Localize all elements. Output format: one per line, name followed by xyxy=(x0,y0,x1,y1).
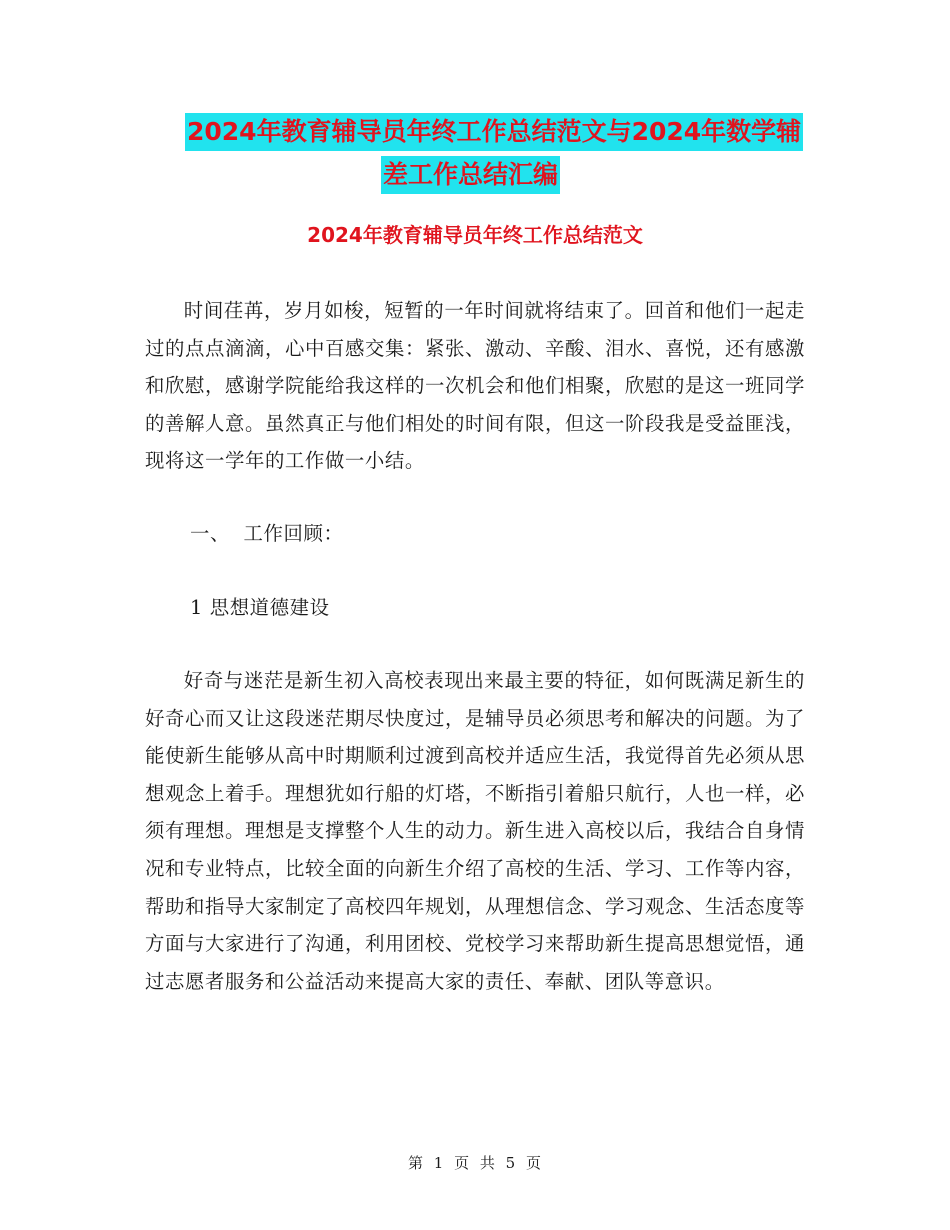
document-title-line-1: 2024年教育辅导员年终工作总结范文与2024年数学辅 xyxy=(185,113,803,151)
ideology-paragraph: 好奇与迷茫是新生初入高校表现出来最主要的特征，如何既满足新生的好奇心而又让这段迷茫期尽快度过，是辅导员必须思考和解决的问题。为了能使新生能够从高中时期顺利过渡到高校并适应生活，我觉得首先必须从思想观念上着手。理想犹如行船的灯塔，不断指引着船只航行，人也一样，必须有理想。理想是支撑整个人生的动力。新生进入高校以后，我结合自身情况和专业特点，比较全面的向新生介绍了高校的生活、学习、工作等内容，帮助和指导大家制定了高校四年规划，从理想信念、学习观念、生活态度等方面与大家进行了沟通，利用团校、党校学习来帮助新生提高思想觉悟，通过志愿者服务和公益活动来提高大家的责任、奉献、团队等意识。 xyxy=(145,669,805,993)
heading-work-review: 一、 工作回顾： xyxy=(190,522,344,545)
section-title: 2024年教育辅导员年终工作总结范文 xyxy=(307,223,643,247)
heading-ideology: 1 思想道德建设 xyxy=(190,596,330,619)
page-footer: 第 1 页 共 5 页 xyxy=(408,1154,542,1172)
document-title-line-2: 差工作总结汇编 xyxy=(381,156,560,194)
intro-paragraph: 时间荏苒，岁月如梭，短暂的一年时间就将结束了。回首和他们一起走过的点点滴滴，心中百感交集：紧张、激动、辛酸、泪水、喜悦，还有感激和欣慰，感谢学院能给我这样的一次机会和他们相聚，欣慰的是这一班同学的善解人意。虽然真正与他们相处的时间有限，但这一阶段我是受益匪浅，现将这一学年的工作做一小结。 xyxy=(145,299,805,473)
